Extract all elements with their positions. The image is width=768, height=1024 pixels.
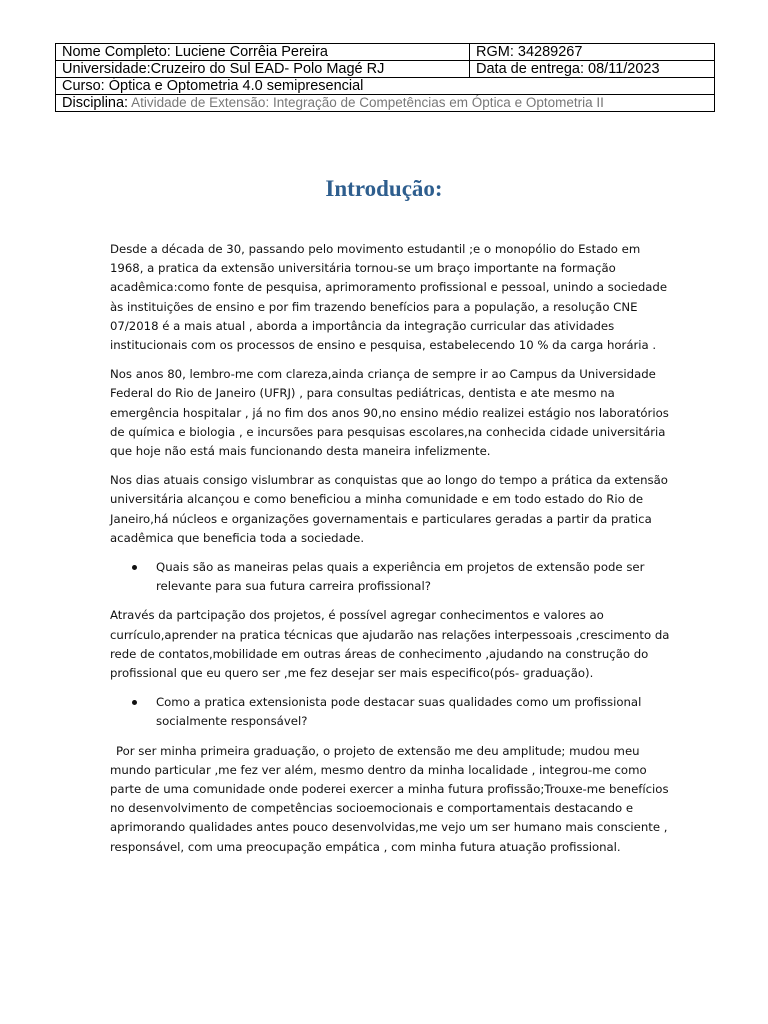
course-cell: Curso: Óptica e Optometria 4.0 semipresencial: [56, 78, 715, 95]
question-bullet-1: [110, 558, 670, 596]
question-2-text: Como a pratica extensionista pode destacar suas qualidades como um profissional socialmente responsável?: [156, 695, 642, 729]
discipline-value: Atividade de Extensão: Integração de Competências em Óptica e Optometria II: [128, 95, 604, 110]
table-row: [56, 95, 715, 112]
question-1-text: Quais são as maneiras pelas quais a experiência em projetos de extensão pode ser relevante para sua futura carreira profissional?: [156, 560, 645, 594]
question-bullet-2: [110, 693, 670, 731]
document-body: [110, 240, 670, 867]
paragraph-3: Nos dias atuais consigo vislumbrar as conquistas que ao longo do tempo a prática da extensão universitária alcançou e como beneficiou a minha comunidade e em todo estado do Rio de Janeiro,há núcleos e organizações governamentais e particulares geradas a partir da pratica acadêmica que beneficia toda a sociedade.: [110, 473, 668, 545]
paragraph-5: Por ser minha primeira graduação, o projeto de extensão me deu amplitude; mudou meu mundo particular ,me fez ver além, mesmo dentro da minha localidade , integrou-me como parte de uma comunidade onde poderei exercer a minha futura profissão;Trouxe-me benefícios no desenvolvimento de competências socioemocionais e comportamentais destacando e aprimorando qualidades antes pouco desenvolvidas,me vejo um ser humano mais consciente , responsável, com uma preocupação empática , com minha futura atuação profissional.: [110, 743, 669, 854]
paragraph-4: Através da partcipação dos projetos, é possível agregar conhecimentos e valores ao currículo,aprender na pratica técnicas que ajudarão nas relações interpessoais ,crescimento da rede de contatos,mobilidade em outras áreas de conhecimento ,ajudando na construção do profissional que eu quero ser ,me fez desejar ser mais especifico(pós- graduação).: [110, 608, 670, 681]
student-info-table: [55, 43, 715, 112]
due-date-cell: Data de entrega: 08/11/2023: [470, 61, 715, 78]
table-row: [56, 78, 715, 95]
university-cell: Universidade:Cruzeiro do Sul EAD- Polo Magé RJ: [56, 61, 470, 78]
discipline-label: Disciplina:: [62, 95, 129, 111]
rgm-cell: RGM: 34289267: [470, 44, 715, 61]
bullet-icon: [132, 700, 137, 705]
full-name-cell: Nome Completo: Luciene Corrêia Pereira: [56, 44, 470, 61]
bullet-icon: [132, 565, 137, 570]
table-row: [56, 44, 715, 61]
table-row: [56, 61, 715, 78]
discipline-cell: [56, 95, 715, 112]
page-title: Introdução:: [325, 176, 443, 201]
paragraph-1: Desde a década de 30, passando pelo movimento estudantil ;e o monopólio do Estado em 1968, a pratica da extensão universitária tornou-se um braço importante na formação acadêmica:como fonte de pesquisa, aprimoramento profissional e pessoal, unindo a sociedade às instituições de ensino e por fim trazendo benefícios para a população, a resolução CNE 07/2018 é a mais atual , aborda a importância da integração curricular das atividades institucionais com os processos de ensino e pesquisa, estabelecendo 10 % da carga horária .: [110, 242, 668, 353]
paragraph-2: Nos anos 80, lembro-me com clareza,ainda criança de sempre ir ao Campus da Universidade Federal do Rio de Janeiro (UFRJ) , para consultas pediátricas, dentista e ate mesmo na emergência hospitalar , já no fim dos anos 90,no ensino médio realizei estágio nos laboratórios de química e biologia , e incursões para pesquisas escolares,na conhecida cidade universitária que hoje não está mais funcionando desta maneira infelizmente.: [110, 367, 669, 459]
